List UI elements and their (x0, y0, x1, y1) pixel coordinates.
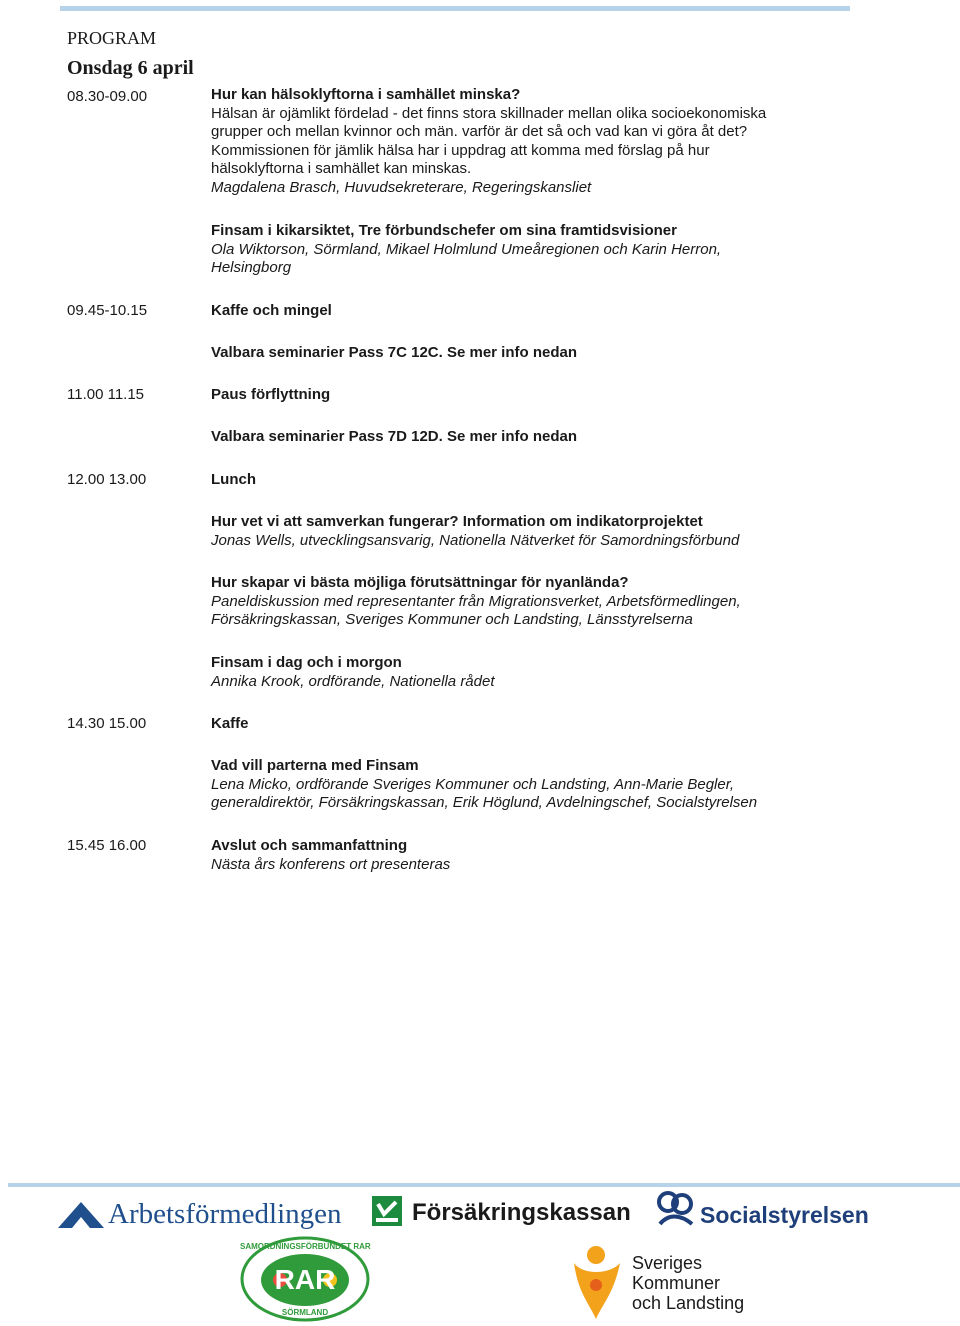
session-title: Hur skapar vi bästa möjliga förutsättningar för nyanlända? (211, 574, 629, 591)
session-title: Finsam i dag och i morgon (211, 654, 402, 671)
session-parties (211, 757, 851, 813)
time-slot: 14.30 15.00 (67, 715, 147, 732)
session-description: hälsoklyftorna i samhället kan minskas. (211, 160, 472, 178)
session-speaker: Nästa års konferens ort presenteras (211, 855, 451, 873)
forsakringskassan-logo: Försäkringskassan (372, 1195, 628, 1231)
time-slot: 15.45 16.00 (67, 837, 147, 854)
session-description: Kommissionen för jämlik hälsa har i uppdrag att komma med förslag på hur (211, 141, 710, 159)
session-break: Paus förflyttning (211, 386, 331, 403)
session-newcomers (211, 574, 851, 630)
session-coffee: Kaffe (211, 715, 249, 732)
session-title: Hur kan hälsoklyftorna i samhället minska? (211, 86, 521, 103)
top-divider (60, 6, 850, 11)
session-description: grupper och mellan kvinnor och män. varför är det så och vad kan vi göra åt det? (211, 123, 748, 141)
session-title: Finsam i kikarsiktet, Tre förbundschefer om sina framtidsvisioner (211, 222, 677, 239)
session-speaker: generaldirektör, Försäkringskassan, Erik Höglund, Avdelningschef, Socialstyrelsen (211, 794, 758, 812)
socialstyrelsen-mark-icon (656, 1190, 696, 1230)
session-speaker: Paneldiskussion med representanter från Migrationsverket, Arbetsförmedlingen, (211, 592, 741, 610)
session-finsam-visions (211, 222, 851, 278)
arbetsformedlingen-mark-icon (58, 1200, 104, 1230)
forsakringskassan-mark-icon (372, 1196, 402, 1226)
day-heading: Onsdag 6 april (67, 57, 194, 79)
session-collaboration (211, 513, 851, 550)
session-finsam-today (211, 654, 851, 691)
bottom-divider (8, 1183, 960, 1187)
skl-logo: Sveriges Kommuner och Landsting (568, 1243, 758, 1321)
session-speaker: Försäkringskassan, Sveriges Kommuner och Landsting, Länsstyrelserna (211, 611, 693, 629)
time-slot: 09.45-10.15 (67, 302, 148, 319)
session-title: Avslut och sammanfattning (211, 837, 408, 854)
arbetsformedlingen-logo: Arbetsförmedlingen (58, 1196, 343, 1236)
session-speaker: Jonas Wells, utvecklingsansvarig, Nationella Nätverket för Samordningsförbund (211, 531, 740, 549)
session-seminars-c: Valbara seminarier Pass 7C 12C. Se mer info nedan (211, 344, 578, 361)
session-title: Hur vet vi att samverkan fungerar? Information om indikatorprojektet (211, 513, 703, 530)
session-speaker: Lena Micko, ordförande Sveriges Kommuner och Landsting, Ann-Marie Begler, (211, 775, 735, 793)
session-speaker: Helsingborg (211, 259, 292, 277)
time-slot: 11.00 11.15 (67, 386, 145, 403)
session-lunch: Lunch (211, 471, 256, 488)
time-slot: 08.30-09.00 (67, 88, 148, 105)
session-speaker: Annika Krook, ordförande, Nationella rådet (211, 672, 495, 690)
session-description: Hälsan är ojämlikt fördelad - det finns stora skillnader mellan olika socioekonomiska (211, 104, 767, 122)
session-closing (211, 837, 851, 874)
session-speaker: Ola Wiktorson, Sörmland, Mikael Holmlund Umeåregionen och Karin Herron, (211, 240, 722, 258)
program-label: PROGRAM (67, 28, 157, 48)
skl-figure-icon (568, 1243, 626, 1321)
session-speaker: Magdalena Brasch, Huvudsekreterare, Regeringskansliet (211, 178, 592, 196)
session-title: Vad vill parterna med Finsam (211, 757, 419, 774)
session-inequality (211, 86, 851, 198)
socialstyrelsen-logo: Socialstyrelsen (656, 1190, 856, 1232)
session-coffee-mingle: Kaffe och mingel (211, 302, 332, 319)
session-seminars-d: Valbara seminarier Pass 7D 12D. Se mer info nedan (211, 428, 578, 445)
rar-logo: SAMORDNINGSFÖRBUNDET RAR RAR SÖRMLAND (240, 1236, 370, 1322)
time-slot: 12.00 13.00 (67, 471, 147, 488)
